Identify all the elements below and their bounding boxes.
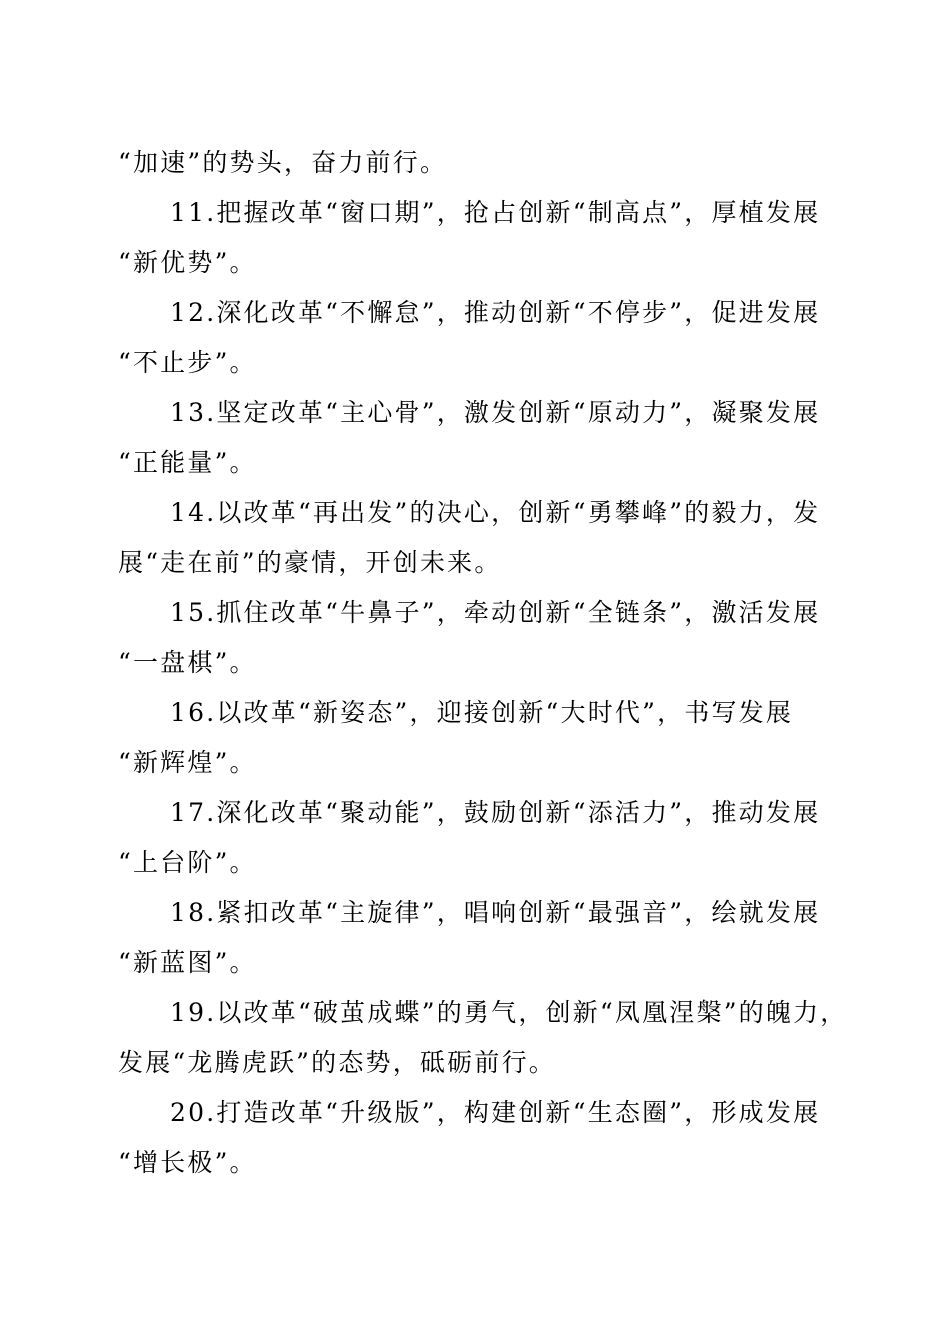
text-line: 15.抓住改革“牛鼻子”，牵动创新“全链条”，激活发展 <box>170 598 821 627</box>
text-line: “正能量”。 <box>118 448 257 477</box>
text-line: “一盘棋”。 <box>118 648 257 677</box>
text-line: 19.以改革“破茧成蝶”的勇气，创新“凤凰涅槃”的魄力， <box>170 998 848 1027</box>
text-line: 13.坚定改革“主心骨”，激发创新“原动力”，凝聚发展 <box>170 398 821 427</box>
paragraph-item-20 <box>118 1088 834 1188</box>
paragraph-item-15 <box>118 588 834 688</box>
text-line: “上台阶”。 <box>118 848 257 877</box>
document-page <box>118 138 848 1188</box>
text-line: 18.紧扣改革“主旋律”，唱响创新“最强音”，绘就发展 <box>170 898 821 927</box>
text-line: 20.打造改革“升级版”，构建创新“生态圈”，形成发展 <box>170 1098 821 1127</box>
paragraph-continuation <box>118 138 834 188</box>
paragraph-item-19 <box>118 988 848 1088</box>
text-line: “新优势”。 <box>118 248 257 277</box>
paragraph-item-14 <box>118 488 834 588</box>
text-line: “不止步”。 <box>118 348 257 377</box>
text-line: 11.把握改革“窗口期”，抢占创新“制高点”，厚植发展 <box>170 198 821 227</box>
paragraph-item-17 <box>118 788 834 888</box>
text-line: 17.深化改革“聚动能”，鼓励创新“添活力”，推动发展 <box>170 798 821 827</box>
paragraph-item-16 <box>118 688 834 788</box>
text-line: 16.以改革“新姿态”，迎接创新“大时代”，书写发展 <box>170 698 794 727</box>
paragraph-item-12 <box>118 288 834 388</box>
text-line: 14.以改革“再出发”的决心，创新“勇攀峰”的毅力，发 <box>170 498 821 527</box>
paragraph-item-11 <box>118 188 834 288</box>
text-line: 展“走在前”的豪情，开创未来。 <box>118 548 502 577</box>
text-line: 12.深化改革“不懈怠”，推动创新“不停步”，促进发展 <box>170 298 821 327</box>
paragraph-item-13 <box>118 388 834 488</box>
text-line: “加速”的势头，奋力前行。 <box>118 148 448 177</box>
text-line: “新辉煌”。 <box>118 748 257 777</box>
text-line: “新蓝图”。 <box>118 948 257 977</box>
text-line: 发展“龙腾虎跃”的态势，砥砺前行。 <box>118 1048 556 1077</box>
paragraph-item-18 <box>118 888 834 988</box>
text-line: “增长极”。 <box>118 1148 257 1177</box>
